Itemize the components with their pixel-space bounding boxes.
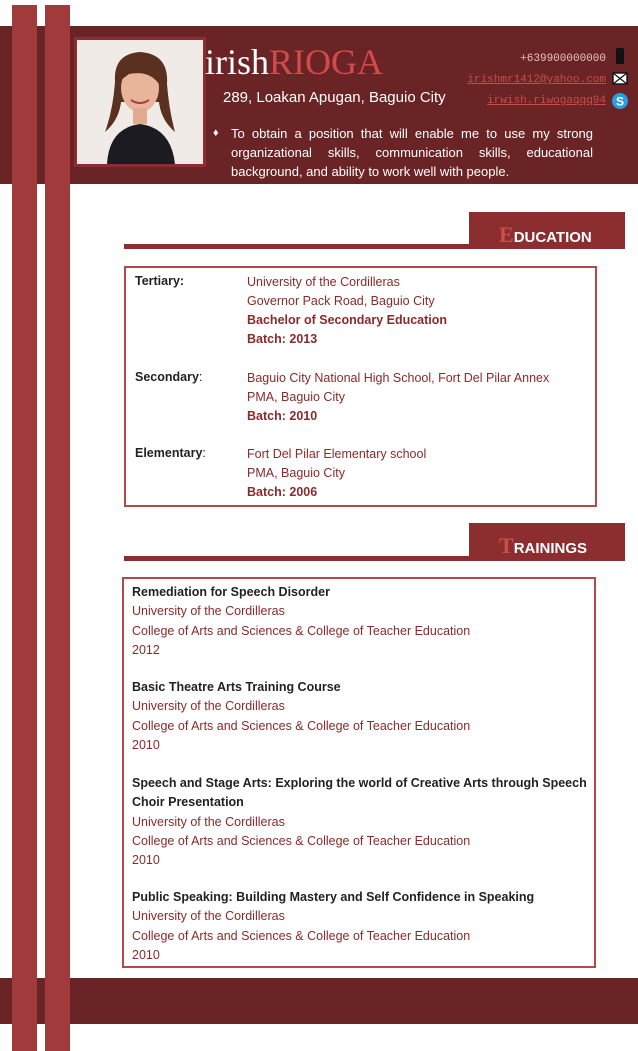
training-year: 2012 — [132, 642, 160, 657]
left-stripe-inner-over — [45, 26, 70, 184]
training-school: University of the Cordilleras — [132, 814, 285, 829]
trainings-box — [122, 577, 596, 968]
education-label-tertiary: Tertiary: — [135, 274, 185, 288]
email-link[interactable]: irishmr1412@yahoo.com — [467, 74, 606, 86]
education-label-elementary: Elementary: — [135, 446, 206, 460]
last-name: RIOGA — [269, 42, 384, 82]
phone-icon — [612, 48, 628, 64]
training-school: University of the Cordilleras — [132, 699, 285, 714]
school-line: Fort Del Pilar Elementary school — [247, 447, 427, 461]
trainings-heading-rest: RAININGS — [513, 540, 588, 557]
education-box — [124, 266, 597, 507]
footer-band — [0, 978, 638, 1024]
education-secondary-details — [247, 369, 549, 426]
training-school: University of the Cordilleras — [132, 604, 285, 619]
phone-number: +639900000000 — [520, 53, 606, 65]
candidate-name — [205, 44, 383, 80]
training-title: Public Speaking: Building Mastery and Self Confidence in Speaking — [132, 890, 535, 904]
education-heading-cap: E — [499, 222, 514, 247]
batch-line: Batch: 2006 — [247, 485, 318, 499]
training-year: 2010 — [132, 947, 160, 962]
trainings-heading — [469, 523, 625, 559]
first-name: irish — [205, 42, 270, 82]
training-year: 2010 — [132, 737, 160, 752]
education-heading-rest: DUCATION — [513, 229, 592, 246]
school-line: University of the Cordilleras — [247, 275, 400, 289]
skype-icon — [612, 93, 628, 109]
batch-line: Batch: 2010 — [247, 409, 318, 423]
batch-line: Batch: 2013 — [247, 332, 318, 346]
envelope-icon — [612, 71, 628, 87]
svg-text:S: S — [615, 94, 625, 109]
training-title: Basic Theatre Arts Training Course — [132, 680, 341, 694]
diamond-bullet-icon: ♦ — [213, 127, 219, 139]
training-title: Remediation for Speech Disorder — [132, 585, 330, 599]
training-school: University of the Cordilleras — [132, 909, 285, 924]
education-tertiary-details — [247, 273, 447, 349]
education-elementary-details — [247, 445, 426, 502]
left-stripe-outer-footer — [12, 978, 37, 1024]
skype-link[interactable]: irwish.riwogaqqq94 — [487, 95, 606, 107]
trainings-heading-cap: T — [499, 533, 514, 558]
location-line: PMA, Baguio City — [247, 390, 345, 404]
training-item — [132, 678, 602, 755]
profile-photo — [74, 37, 206, 167]
training-college: College of Arts and Sciences & College of Teacher Education — [132, 718, 471, 733]
training-title: Speech and Stage Arts: Exploring the world of Creative Arts through Speech Choir Presentation — [132, 776, 587, 810]
training-item — [132, 774, 602, 870]
training-item — [132, 583, 602, 660]
degree-line: Bachelor of Secondary Education — [247, 313, 448, 327]
objective — [213, 124, 593, 181]
training-item — [132, 888, 602, 965]
location-line: Governor Pack Road, Baguio City — [247, 294, 435, 308]
location-line: PMA, Baguio City — [247, 466, 345, 480]
training-year: 2010 — [132, 853, 160, 868]
education-label-secondary: Secondary: — [135, 370, 203, 384]
school-line: Baguio City National High School, Fort Del Pilar Annex — [247, 371, 550, 385]
training-college: College of Arts and Sciences & College of Teacher Education — [132, 928, 471, 943]
portrait-image — [77, 40, 203, 164]
education-heading — [469, 212, 625, 248]
training-college: College of Arts and Sciences & College of Teacher Education — [132, 833, 471, 848]
left-stripe-inner-footer — [45, 978, 70, 1024]
training-college: College of Arts and Sciences & College of Teacher Education — [132, 623, 471, 638]
address: 289, Loakan Apugan, Baguio City — [223, 89, 446, 106]
objective-text: To obtain a position that will enable me to use my strong organizational skills, communication skills, educational background, and ability to work well with people. — [231, 126, 593, 179]
left-stripe-outer-over — [12, 26, 37, 184]
